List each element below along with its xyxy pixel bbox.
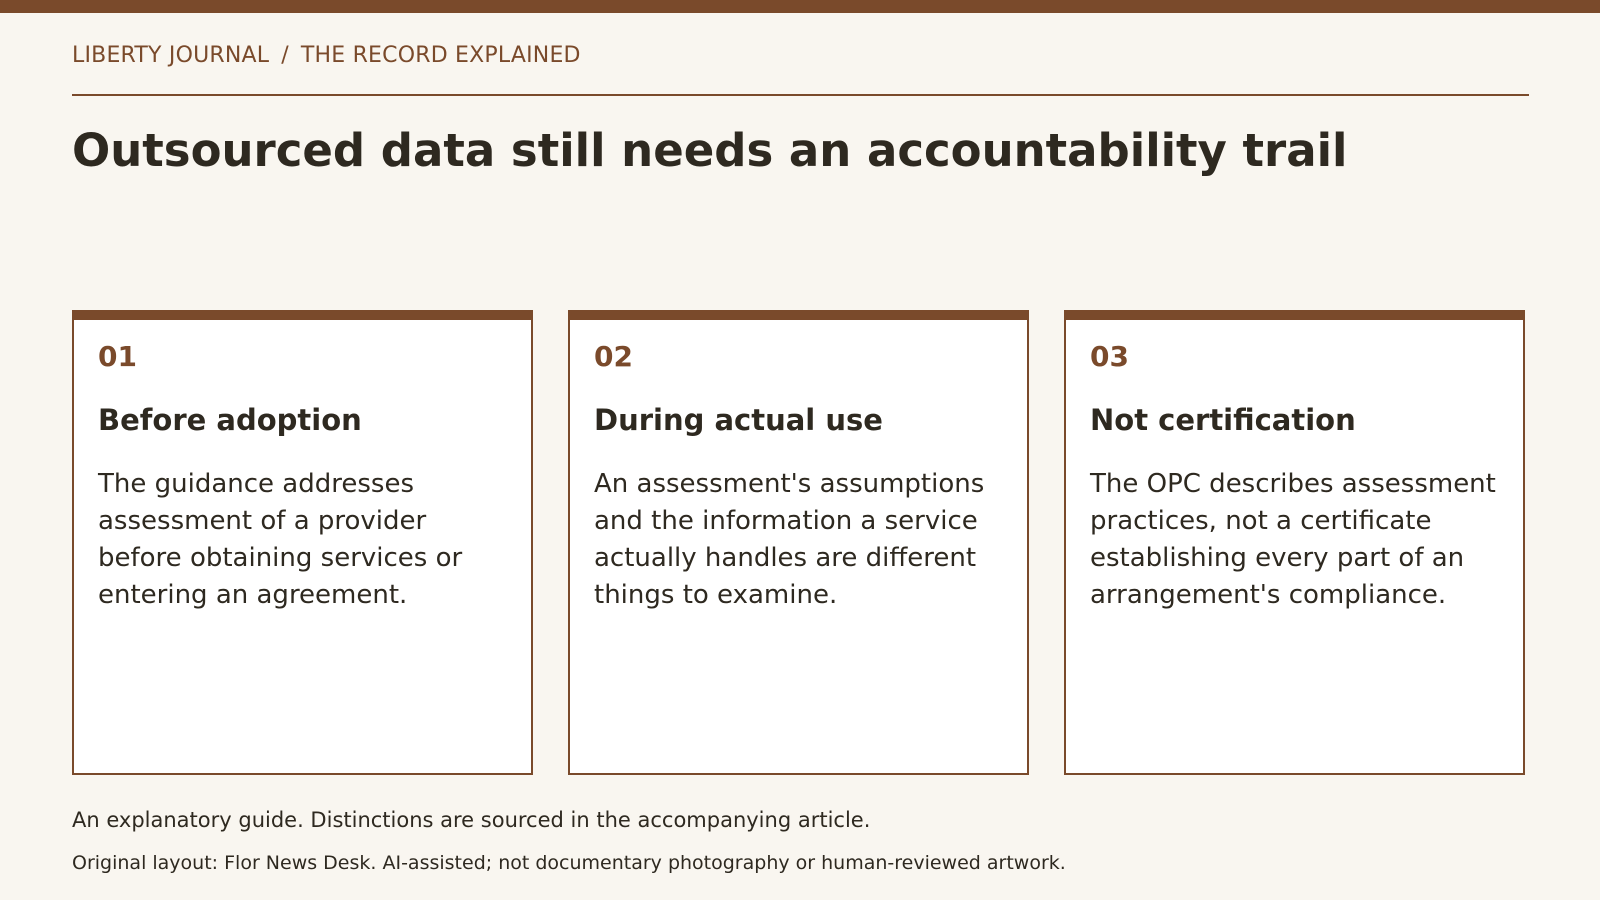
page-title: Outsourced data still needs an accountability trail <box>72 124 1348 177</box>
card-title: Before adoption <box>98 403 362 437</box>
card-number: 01 <box>98 340 137 373</box>
card-number: 03 <box>1090 340 1129 373</box>
card-number: 02 <box>594 340 633 373</box>
footnote: An explanatory guide. Distinctions are sourced in the accompanying article. <box>72 808 871 832</box>
header-divider <box>72 94 1529 96</box>
card-title: During actual use <box>594 403 883 437</box>
explainer-cards <box>72 310 1529 779</box>
breadcrumb-section[interactable]: LIBERTY JOURNAL <box>72 43 270 68</box>
top-accent-bar <box>0 0 1600 13</box>
explainer-card <box>1064 310 1525 775</box>
card-title: Not certification <box>1090 403 1356 437</box>
card-body: The OPC describes assessment practices, not a certificate establishing every part of an arrangement's compliance. <box>1090 469 1496 610</box>
explainer-card <box>72 310 533 775</box>
credit-line: Original layout: Flor News Desk. AI-assisted; not documentary photography or human-reviewed artwork. <box>72 852 1066 874</box>
breadcrumb <box>72 43 581 68</box>
explainer-card <box>568 310 1029 775</box>
card-body: The guidance addresses assessment of a provider before obtaining services or entering an agreement. <box>98 469 463 610</box>
breadcrumb-separator: / <box>281 43 289 68</box>
card-body: An assessment's assumptions and the information a service actually handles are different things to examine. <box>594 469 985 610</box>
breadcrumb-subsection[interactable]: THE RECORD EXPLAINED <box>300 43 581 68</box>
